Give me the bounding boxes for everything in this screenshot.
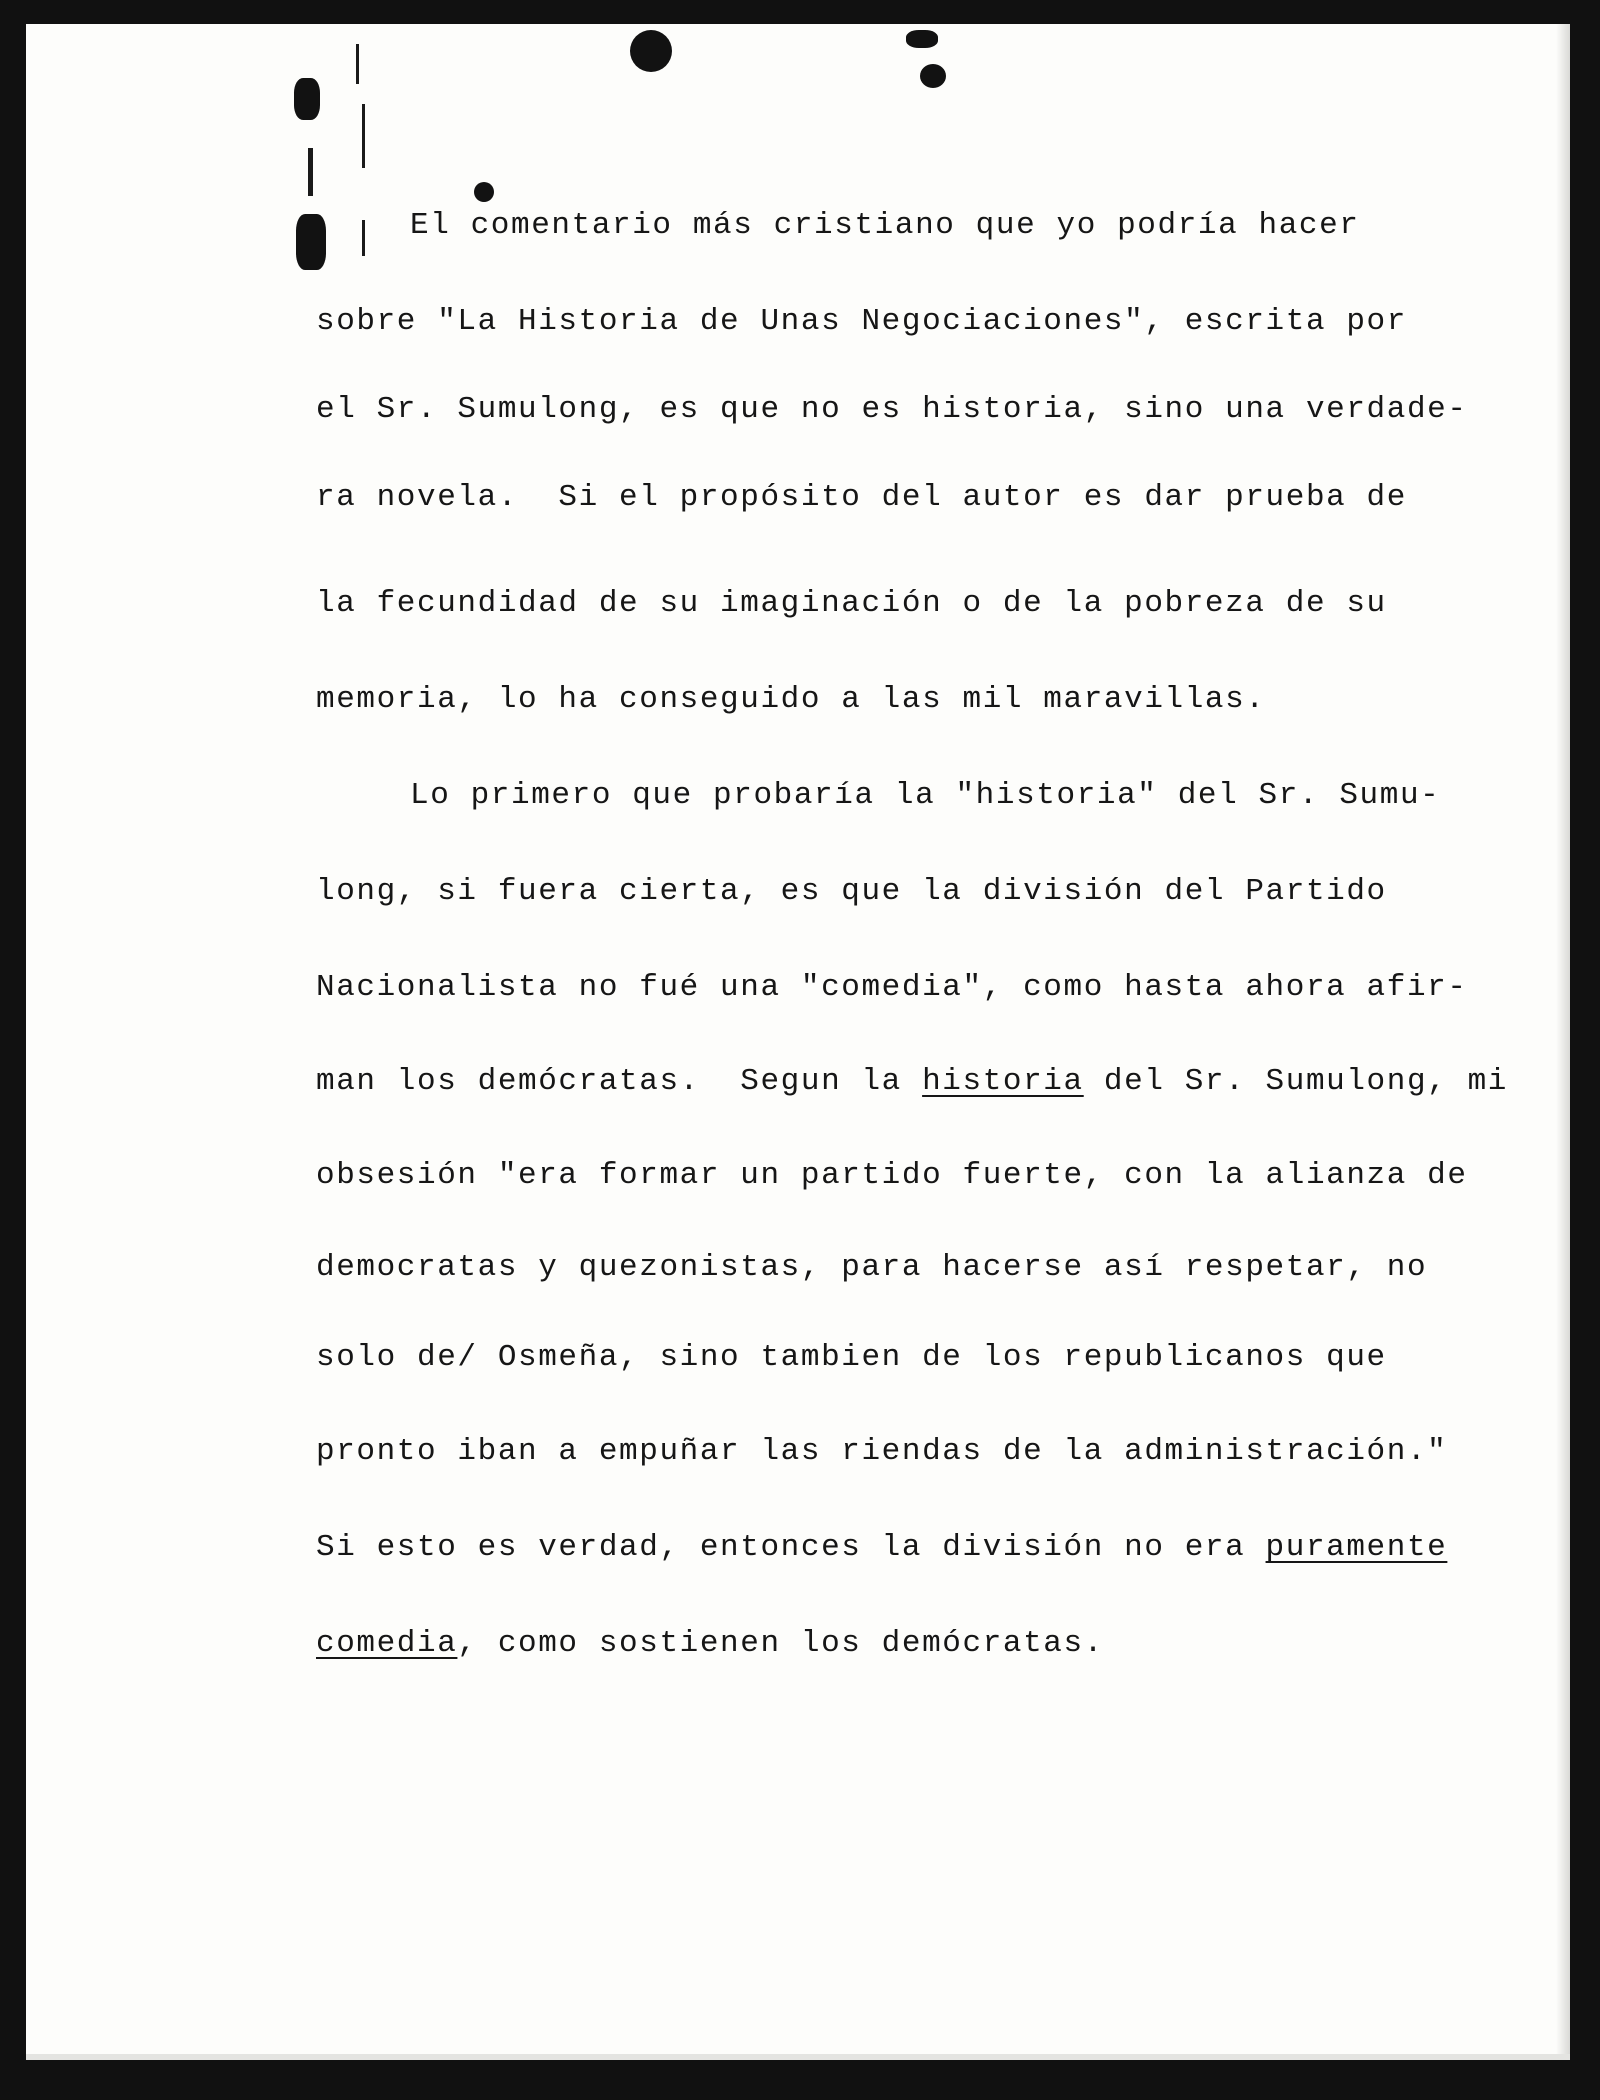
text-line-12: democratas y quezonistas, para hacerse así respetar, no [316,1250,1428,1285]
text-segment: , como sostienen los demócratas. [457,1626,1104,1661]
underlined-word: puramente [1265,1530,1448,1565]
ink-stain [296,214,326,270]
text-line-4: ra novela. Si el propósito del autor es dar prueba de [316,480,1407,515]
ink-stain [294,78,320,120]
ink-stain [630,30,672,72]
text-line-5: la fecundidad de su imaginación o de la pobreza de su [316,586,1387,621]
text-line-10 [316,1062,1508,1102]
text-line-6: memoria, lo ha conseguido a las mil maravillas. [316,682,1266,717]
text-line-1: El comentario más cristiano que yo podría hacer [410,208,1360,243]
text-line-8: long, si fuera cierta, es que la división del Partido [316,874,1387,909]
page-edge-shadow [1556,24,1570,2060]
text-line-15 [316,1528,1447,1568]
margin-mark [362,220,365,256]
ink-stain [474,182,494,202]
margin-mark [308,148,313,196]
ink-stain [906,30,938,48]
text-segment: del Sr. Sumulong, mi [1083,1064,1508,1099]
text-segment: man los demócratas. Segun la [316,1064,923,1099]
margin-mark [356,44,359,84]
text-line-2: sobre "La Historia de Unas Negociaciones", escrita por [316,304,1407,339]
text-line-16 [316,1624,1104,1664]
underlined-word: comedia [316,1626,458,1661]
text-line-11: obsesión "era formar un partido fuerte, con la alianza de [316,1158,1468,1193]
text-line-3: el Sr. Sumulong, es que no es historia, sino una verdade- [316,392,1468,427]
underlined-word: historia [922,1064,1084,1099]
text-segment: Si esto es verdad, entonces la división no era [316,1530,1266,1565]
document-page [26,24,1570,2060]
text-line-14: pronto iban a empuñar las riendas de la administración." [316,1434,1448,1469]
text-line-9: Nacionalista no fué una "comedia", como hasta ahora afir- [316,970,1468,1005]
text-line-13: solo de/ Osmeña, sino tambien de los republicanos que [316,1340,1387,1375]
margin-mark [362,104,365,168]
page-bottom-edge [26,2054,1570,2060]
ink-stain [920,64,946,88]
text-line-7: Lo primero que probaría la "historia" del Sr. Sumu- [410,778,1441,813]
